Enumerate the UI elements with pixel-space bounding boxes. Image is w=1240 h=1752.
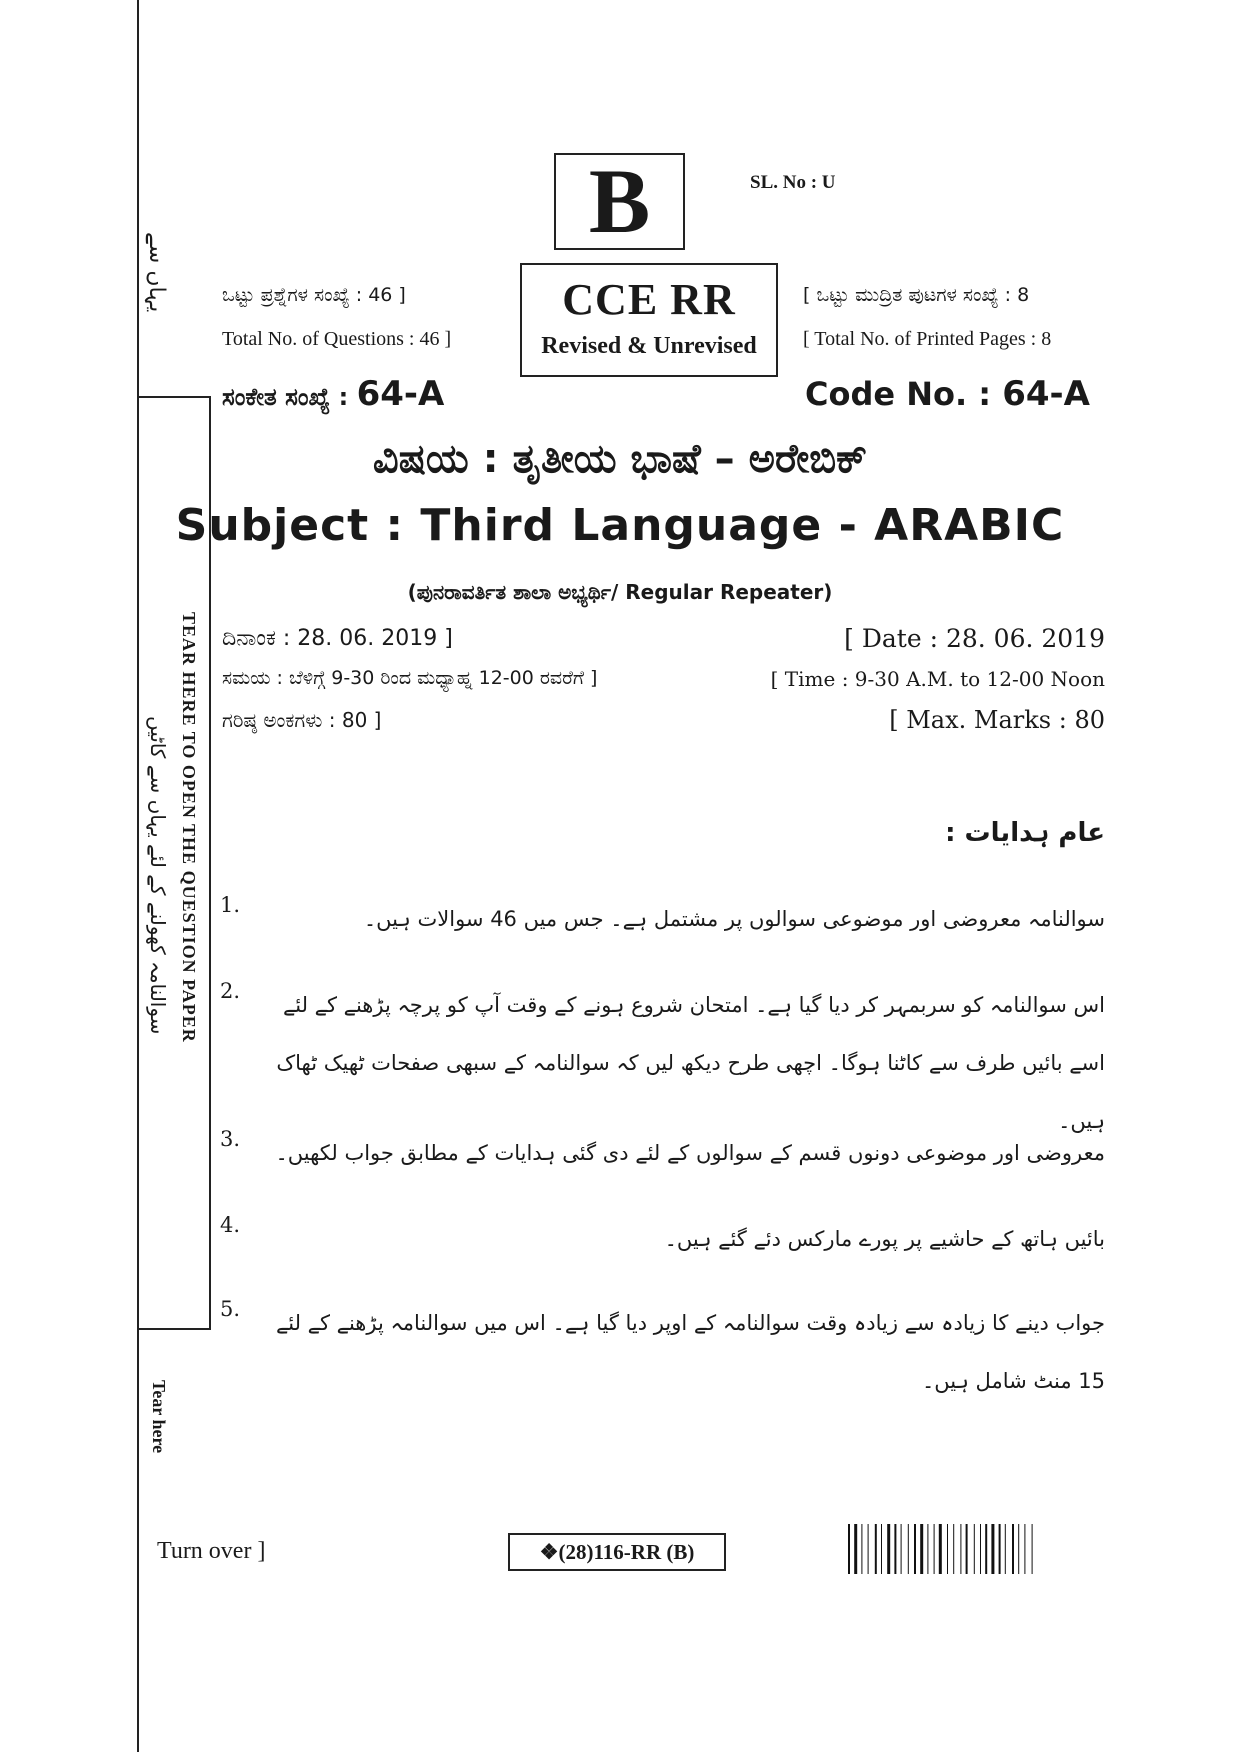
barcode-bar [861,1524,862,1574]
tear-instruction-urdu: سوالنامہ کھولنے کے لئے یہاں سے کاٹیں [146,716,170,1035]
instructions-heading: عام ہدایات : [945,818,1105,848]
instruction-number: 2. [220,979,241,1003]
time-kannada: ಸಮಯ : ಬೆಳಿಗ್ಗೆ 9-30 ರಿಂದ ಮಧ್ಯಾಹ್ನ 12-00 ರವರೆಗೆ ] [222,667,598,689]
instruction-item [220,890,1105,948]
time-english: [ Time : 9-30 A.M. to 12-00 Noon [770,667,1105,691]
barcode-bar [1005,1524,1006,1574]
code-value-english: 64-A [1002,374,1090,414]
instruction-text: بائیں ہاتھ کے حاشیے پر پورے مارکس دئے گئے ہیں۔ [664,1227,1105,1251]
code-value-kannada: 64-A [356,374,445,414]
margin-urdu-note: یہاں سے [144,232,169,313]
instruction-item [220,1124,1105,1182]
instruction-text: جواب دینے کا زیادہ سے زیادہ وقت سوالنامہ کے اوپر دیا گیا ہے۔ اس میں سوالنامہ پڑھنے کے لئے 15 منٹ شامل ہیں۔ [275,1311,1105,1393]
barcode-bar [881,1524,882,1574]
barcode-bar [1012,1524,1014,1574]
total-pages-english: [ Total No. of Printed Pages : 8 [803,328,1052,350]
barcode-bar [985,1524,987,1574]
barcode-bar [920,1524,923,1574]
barcode-bar [953,1524,954,1574]
barcode-image [848,1524,1110,1574]
code-number-kannada [222,374,444,414]
date-english: [ Date : 28. 06. 2019 [844,624,1105,653]
barcode-bar [991,1524,994,1574]
candidate-type: (ಪುನರಾವರ್ತಿತ ಶಾಲಾ ಅಭ್ಯರ್ಥಿ/ Regular Repeater) [407,580,833,604]
turn-over-note: Turn over ] [157,1538,266,1564]
instruction-number: 4. [220,1213,241,1237]
subject-title-english: Subject : Third Language - ARABIC [175,500,1065,551]
barcode-bar [960,1524,961,1574]
barcode-bar [875,1524,877,1574]
barcode-bar [1024,1524,1025,1574]
barcode-bar [894,1524,896,1574]
instruction-item [220,1210,1105,1268]
total-questions-kannada: ಒಟ್ಟು ಪ್ರಶ್ನೆಗಳ ಸಂಖ್ಯೆ : 46 ] [222,284,406,306]
paper-code-box: ❖(28)116-RR (B) [508,1533,726,1571]
barcode-bar [999,1524,1001,1574]
subject-title-kannada: ವಿಷಯ : ತೃತೀಯ ಭಾಷೆ – ಅರೇಬಿಕ್ [372,436,868,482]
barcode-bar [887,1524,890,1574]
barcode-bar [1018,1524,1019,1574]
code-label-kannada: ಸಂಕೇತ ಸಂಖ್ಯೆ : [222,383,357,411]
code-number-english [805,374,1090,414]
serial-number: SL. No : U [750,172,836,193]
instruction-text: سوالنامہ معروضی اور موضوعی سوالوں پر مشتمل ہے۔ جس میں 46 سوالات ہیں۔ [363,907,1105,931]
barcode-bar [848,1524,850,1574]
max-marks-kannada: ಗರಿಷ್ಠ ಅಂಕಗಳು : 80 ] [222,708,382,732]
barcode-bar [927,1524,928,1574]
barcode-bar [966,1524,968,1574]
barcode-bar [868,1524,869,1574]
barcode-bar [934,1524,935,1574]
barcode-bar [854,1524,857,1574]
max-marks-english: [ Max. Marks : 80 [889,706,1105,734]
tear-here-label: Tear here [149,1380,169,1454]
barcode-bar [908,1524,909,1574]
total-questions-english: Total No. of Questions : 46 ] [222,328,452,350]
instruction-number: 1. [220,893,241,917]
barcode-bar [939,1524,942,1574]
instruction-text: اس سوالنامہ کو سربمہر کر دیا گیا ہے۔ امتحان شروع ہونے کے وقت آپ کو پرچہ پڑھنے کے لئے اسے بائیں طرف سے کاٹنا ہوگا۔ اچھی طرح دیکھ لیں کہ سوالنامہ کے سبھی صفحات ٹھیک ٹھاک ہیں۔ [276,993,1105,1133]
code-label-english: Code No. : [805,375,1003,413]
version-letter-box: B [554,153,685,250]
instruction-item [220,1294,1105,1410]
barcode-bar [974,1524,975,1574]
barcode-bar [901,1524,902,1574]
barcode-bar [980,1524,981,1574]
date-kannada: ದಿನಾಂಕ : 28. 06. 2019 ] [222,626,453,651]
barcode-bar [1032,1524,1033,1574]
barcode-bar [947,1524,948,1574]
exam-type-title: CCE RR [562,275,736,324]
instruction-number: 3. [220,1127,241,1151]
exam-type-subtitle: Revised & Unrevised [541,333,757,359]
barcode-bar [914,1524,916,1574]
tear-instruction-label: TEAR HERE TO OPEN THE QUESTION PAPER [179,612,199,1043]
total-pages-kannada: [ ಒಟ್ಟು ಮುದ್ರಿತ ಪುಟಗಳ ಸಂಖ್ಯೆ : 8 [803,284,1030,306]
exam-type-box [520,263,778,377]
instruction-number: 5. [220,1297,241,1321]
instruction-text: معروضی اور موضوعی دونوں قسم کے سوالوں کے لئے دی گئی ہدایات کے مطابق جواب لکھیں۔ [275,1141,1105,1165]
